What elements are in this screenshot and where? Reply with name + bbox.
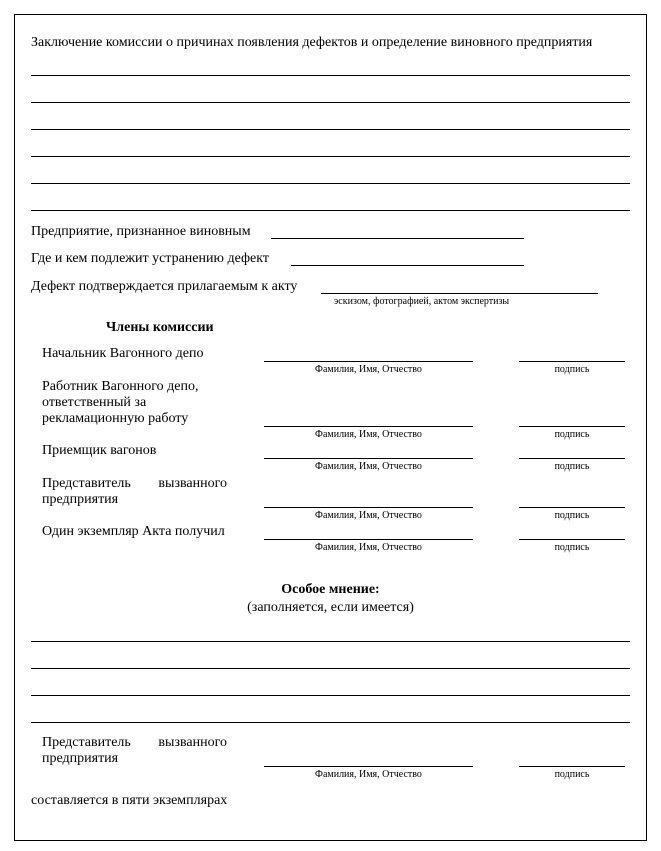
fio-field[interactable] [264, 426, 473, 427]
member-label: Один экземпляр Акта получил [42, 524, 225, 539]
final-rep-label: предприятия [42, 751, 119, 766]
fio-caption: Фамилия, Имя, Отчество [315, 364, 422, 375]
fio-field[interactable] [264, 361, 473, 362]
signature-caption: подпись [554, 429, 590, 440]
fio-caption: Фамилия, Имя, Отчество [315, 461, 422, 472]
member-label: Начальник Вагонного депо [42, 346, 204, 361]
fio-caption: Фамилия, Имя, Отчество [315, 429, 422, 440]
fio-field[interactable] [264, 507, 473, 508]
final-rep-label [42, 735, 227, 751]
special-opinion-hint: (заполняется, если имеется) [247, 600, 414, 615]
commission-heading-text: Члены комиссии [106, 320, 214, 335]
member-label [42, 476, 227, 492]
conclusion-line[interactable] [31, 210, 630, 211]
special-opinion-line[interactable] [31, 668, 630, 669]
signature-caption: подпись [554, 510, 590, 521]
signature-caption: подпись [554, 769, 590, 780]
signature-field[interactable] [519, 361, 625, 362]
conclusion-line[interactable] [31, 129, 630, 130]
signature-field[interactable] [519, 766, 625, 767]
special-opinion-heading: Особое мнение: [281, 582, 380, 597]
final-rep-label-line [42, 735, 227, 751]
conclusion-line[interactable] [31, 102, 630, 103]
member-label-word: Представитель [42, 476, 131, 491]
defect-confirmed-label: Дефект подтверждается прилагаемым к акту [31, 279, 298, 294]
form-frame [14, 14, 647, 841]
member-label: рекламационную работу [42, 411, 189, 426]
fio-caption: Фамилия, Имя, Отчество [315, 769, 422, 780]
signature-caption: подпись [554, 542, 590, 553]
guilty-enterprise-field[interactable] [271, 238, 524, 239]
elimination-field[interactable] [291, 265, 524, 266]
elimination-label: Где и кем подлежит устранению дефект [31, 251, 269, 266]
conclusion-title: Заключение комиссии о причинах появления дефектов и определение виновного предприятия [31, 35, 593, 50]
member-label-line [42, 476, 227, 492]
final-rep-label-word: Представитель [42, 735, 131, 750]
conclusion-line[interactable] [31, 156, 630, 157]
signature-field[interactable] [519, 458, 625, 459]
special-opinion-line[interactable] [31, 695, 630, 696]
signature-caption: подпись [554, 364, 590, 375]
conclusion-line[interactable] [31, 183, 630, 184]
special-opinion-line[interactable] [31, 641, 630, 642]
special-opinion-line[interactable] [31, 722, 630, 723]
fio-field[interactable] [264, 458, 473, 459]
fio-field[interactable] [264, 539, 473, 540]
signature-caption: подпись [554, 461, 590, 472]
guilty-enterprise-label: Предприятие, признанное виновным [31, 224, 251, 239]
member-label: предприятия [42, 492, 119, 507]
signature-field[interactable] [519, 507, 625, 508]
defect-confirmed-field[interactable] [321, 293, 598, 294]
member-label-word: вызванного [158, 476, 227, 491]
fio-caption: Фамилия, Имя, Отчество [315, 542, 422, 553]
fio-caption: Фамилия, Имя, Отчество [315, 510, 422, 521]
defect-confirmed-hint: эскизом, фотографией, актом экспертизы [334, 296, 510, 307]
signature-field[interactable] [519, 539, 625, 540]
member-label: ответственный за [42, 395, 147, 410]
final-rep-label-word: вызванного [158, 735, 227, 750]
footer-note: составляется в пяти экземплярах [31, 793, 228, 808]
signature-field[interactable] [519, 426, 625, 427]
fio-field[interactable] [264, 766, 473, 767]
member-label: Работник Вагонного депо, [42, 379, 199, 394]
member-label: Приемщик вагонов [42, 443, 157, 458]
conclusion-line[interactable] [31, 75, 630, 76]
